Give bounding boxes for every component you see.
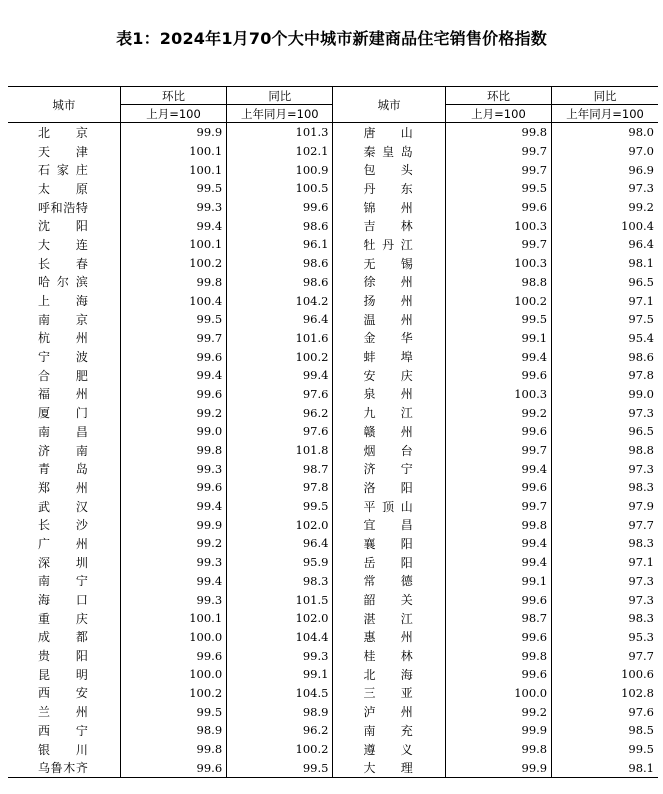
table-row bbox=[8, 310, 658, 329]
city-name: 南充 bbox=[333, 721, 445, 740]
yoy-value: 95.9 bbox=[227, 553, 333, 572]
mom-value: 99.8 bbox=[120, 273, 226, 292]
table-row bbox=[8, 422, 658, 441]
table-row bbox=[8, 721, 658, 740]
yoy-value: 97.6 bbox=[227, 422, 333, 441]
mom-value: 99.7 bbox=[445, 235, 551, 254]
mom-value: 99.5 bbox=[445, 310, 551, 329]
city-name: 泸州 bbox=[333, 702, 445, 721]
city-name: 重庆 bbox=[38, 611, 88, 626]
yoy-header-left: 同比 bbox=[227, 87, 333, 105]
city-name: 徐州 bbox=[333, 273, 445, 292]
yoy-value: 104.4 bbox=[227, 628, 333, 647]
city-name: 韶关 bbox=[333, 590, 445, 609]
mom-value: 99.4 bbox=[120, 497, 226, 516]
table-row bbox=[8, 403, 658, 422]
city-name: 昆明 bbox=[38, 667, 88, 682]
table-row bbox=[8, 515, 658, 534]
mom-value: 99.4 bbox=[120, 216, 226, 235]
city-name: 吉林 bbox=[333, 216, 445, 235]
mom-value: 99.7 bbox=[445, 160, 551, 179]
yoy-value: 104.2 bbox=[227, 291, 333, 310]
mom-value: 98.8 bbox=[445, 273, 551, 292]
city-name: 丹东 bbox=[333, 179, 445, 198]
city-name: 大理 bbox=[333, 758, 445, 777]
yoy-value: 98.3 bbox=[552, 609, 658, 628]
yoy-value: 97.6 bbox=[227, 385, 333, 404]
city-name: 石家庄 bbox=[38, 163, 88, 178]
city-name: 深圳 bbox=[38, 555, 88, 570]
yoy-value: 98.9 bbox=[227, 702, 333, 721]
table-row bbox=[8, 273, 658, 292]
mom-value: 99.8 bbox=[445, 740, 551, 759]
table-row bbox=[8, 609, 658, 628]
mom-value: 99.2 bbox=[445, 403, 551, 422]
yoy-value: 97.0 bbox=[552, 142, 658, 161]
mom-value: 99.8 bbox=[445, 123, 551, 142]
city-name: 银川 bbox=[38, 742, 88, 757]
yoy-value: 101.5 bbox=[227, 590, 333, 609]
yoy-value: 98.6 bbox=[227, 254, 333, 273]
yoy-value: 97.8 bbox=[227, 478, 333, 497]
yoy-value: 97.3 bbox=[552, 590, 658, 609]
yoy-value: 99.6 bbox=[227, 198, 333, 217]
table-row bbox=[8, 441, 658, 460]
yoy-value: 97.7 bbox=[552, 646, 658, 665]
city-name: 天津 bbox=[38, 144, 88, 159]
yoy-value: 100.4 bbox=[552, 216, 658, 235]
mom-value: 99.4 bbox=[120, 572, 226, 591]
city-name: 南宁 bbox=[38, 574, 88, 589]
city-name: 长沙 bbox=[38, 518, 88, 533]
city-header-right: 城市 bbox=[333, 87, 445, 123]
table-row bbox=[8, 235, 658, 254]
table-row bbox=[8, 459, 658, 478]
mom-value: 99.4 bbox=[445, 347, 551, 366]
mom-value: 100.3 bbox=[445, 385, 551, 404]
yoy-value: 99.1 bbox=[227, 665, 333, 684]
mom-value: 99.6 bbox=[120, 385, 226, 404]
mom-value: 98.7 bbox=[445, 609, 551, 628]
mom-value: 99.5 bbox=[120, 310, 226, 329]
table-row bbox=[8, 572, 658, 591]
city-name: 温州 bbox=[333, 310, 445, 329]
table-row bbox=[8, 534, 658, 553]
city-name: 上海 bbox=[38, 294, 88, 309]
mom-value: 99.6 bbox=[120, 646, 226, 665]
yoy-value: 100.6 bbox=[552, 665, 658, 684]
mom-value: 99.6 bbox=[445, 590, 551, 609]
mom-value: 99.6 bbox=[120, 478, 226, 497]
mom-value: 99.5 bbox=[120, 179, 226, 198]
yoy-value: 97.6 bbox=[552, 702, 658, 721]
city-name: 长春 bbox=[38, 256, 88, 271]
mom-value: 99.6 bbox=[445, 665, 551, 684]
mom-value: 100.1 bbox=[120, 609, 226, 628]
table-title: 表1：2024年1月70个大中城市新建商品住宅销售价格指数 bbox=[116, 29, 547, 48]
mom-value: 100.2 bbox=[445, 291, 551, 310]
city-name: 武汉 bbox=[38, 499, 88, 514]
mom-value: 100.4 bbox=[120, 291, 226, 310]
mom-value: 99.2 bbox=[445, 702, 551, 721]
yoy-value: 96.5 bbox=[552, 422, 658, 441]
mom-value: 99.4 bbox=[445, 553, 551, 572]
mom-value: 99.7 bbox=[445, 497, 551, 516]
table-row bbox=[8, 553, 658, 572]
table-row bbox=[8, 590, 658, 609]
table-row bbox=[8, 366, 658, 385]
mom-value: 99.2 bbox=[120, 403, 226, 422]
yoy-value: 98.6 bbox=[227, 273, 333, 292]
mom-value: 99.6 bbox=[445, 422, 551, 441]
city-name: 北海 bbox=[333, 665, 445, 684]
yoy-value: 97.3 bbox=[552, 179, 658, 198]
yoy-value: 97.1 bbox=[552, 553, 658, 572]
table-row bbox=[8, 646, 658, 665]
mom-value: 99.0 bbox=[120, 422, 226, 441]
mom-value: 99.8 bbox=[120, 441, 226, 460]
mom-header-right: 环比 bbox=[445, 87, 551, 105]
city-name: 唐山 bbox=[333, 123, 445, 142]
mom-value: 99.4 bbox=[445, 459, 551, 478]
yoy-value: 98.6 bbox=[552, 347, 658, 366]
city-name: 九江 bbox=[333, 403, 445, 422]
table-row bbox=[8, 665, 658, 684]
yoy-value: 99.2 bbox=[552, 198, 658, 217]
mom-value: 99.7 bbox=[120, 329, 226, 348]
city-name: 哈尔滨 bbox=[38, 275, 88, 290]
yoy-value: 99.3 bbox=[227, 646, 333, 665]
mom-value: 99.4 bbox=[120, 366, 226, 385]
mom-value: 99.3 bbox=[120, 198, 226, 217]
mom-value: 99.8 bbox=[445, 515, 551, 534]
table-row bbox=[8, 740, 658, 759]
city-name: 广州 bbox=[38, 536, 88, 551]
mom-base-left: 上月=100 bbox=[120, 105, 226, 123]
city-name: 湛江 bbox=[333, 609, 445, 628]
yoy-value: 100.2 bbox=[227, 347, 333, 366]
yoy-value: 99.5 bbox=[552, 740, 658, 759]
city-name: 岳阳 bbox=[333, 553, 445, 572]
yoy-value: 102.0 bbox=[227, 515, 333, 534]
table-row bbox=[8, 291, 658, 310]
mom-base-right: 上月=100 bbox=[445, 105, 551, 123]
city-name: 惠州 bbox=[333, 628, 445, 647]
city-name: 宜昌 bbox=[333, 515, 445, 534]
yoy-base-right: 上年同月=100 bbox=[552, 105, 658, 123]
table-body bbox=[8, 123, 658, 778]
city-name: 南京 bbox=[38, 312, 88, 327]
table-row bbox=[8, 758, 658, 777]
mom-value: 99.5 bbox=[445, 179, 551, 198]
city-name: 烟台 bbox=[333, 441, 445, 460]
mom-value: 99.3 bbox=[120, 590, 226, 609]
city-name: 遵义 bbox=[333, 740, 445, 759]
yoy-value: 97.1 bbox=[552, 291, 658, 310]
yoy-value: 101.6 bbox=[227, 329, 333, 348]
city-name: 乌鲁木齐 bbox=[8, 758, 120, 777]
city-name: 合肥 bbox=[38, 368, 88, 383]
table-row bbox=[8, 385, 658, 404]
city-name: 秦皇岛 bbox=[333, 142, 445, 161]
mom-value: 99.9 bbox=[445, 758, 551, 777]
mom-value: 99.2 bbox=[120, 534, 226, 553]
city-name: 大连 bbox=[38, 237, 88, 252]
mom-value: 98.9 bbox=[120, 721, 226, 740]
city-name: 泉州 bbox=[333, 385, 445, 404]
city-name: 南昌 bbox=[38, 424, 88, 439]
city-name: 锦州 bbox=[333, 198, 445, 217]
yoy-value: 102.1 bbox=[227, 142, 333, 161]
mom-value: 100.0 bbox=[445, 684, 551, 703]
yoy-value: 97.3 bbox=[552, 459, 658, 478]
yoy-value: 97.5 bbox=[552, 310, 658, 329]
mom-value: 99.6 bbox=[445, 628, 551, 647]
mom-value: 99.9 bbox=[120, 123, 226, 142]
yoy-value: 96.4 bbox=[227, 534, 333, 553]
table-row bbox=[8, 684, 658, 703]
yoy-value: 100.2 bbox=[227, 740, 333, 759]
yoy-value: 98.7 bbox=[227, 459, 333, 478]
table-row bbox=[8, 160, 658, 179]
yoy-value: 100.5 bbox=[227, 179, 333, 198]
city-name: 宁波 bbox=[38, 350, 88, 365]
city-name: 牡丹江 bbox=[333, 235, 445, 254]
city-name: 无锡 bbox=[333, 254, 445, 273]
yoy-value: 96.9 bbox=[552, 160, 658, 179]
yoy-value: 104.5 bbox=[227, 684, 333, 703]
mom-value: 99.1 bbox=[445, 572, 551, 591]
city-name: 福州 bbox=[38, 387, 88, 402]
mom-value: 100.3 bbox=[445, 254, 551, 273]
city-name: 赣州 bbox=[333, 422, 445, 441]
city-name: 沈阳 bbox=[38, 219, 88, 234]
yoy-value: 98.6 bbox=[227, 216, 333, 235]
city-name: 北京 bbox=[38, 125, 88, 140]
yoy-value: 100.9 bbox=[227, 160, 333, 179]
yoy-value: 96.5 bbox=[552, 273, 658, 292]
yoy-value: 98.1 bbox=[552, 758, 658, 777]
yoy-value: 96.2 bbox=[227, 721, 333, 740]
yoy-value: 98.0 bbox=[552, 123, 658, 142]
city-name: 桂林 bbox=[333, 646, 445, 665]
mom-value: 99.6 bbox=[445, 478, 551, 497]
yoy-value: 98.3 bbox=[552, 534, 658, 553]
table-row bbox=[8, 329, 658, 348]
city-name: 西安 bbox=[38, 686, 88, 701]
yoy-value: 102.8 bbox=[552, 684, 658, 703]
city-name: 平顶山 bbox=[333, 497, 445, 516]
city-name: 金华 bbox=[333, 329, 445, 348]
yoy-value: 96.4 bbox=[227, 310, 333, 329]
city-name: 海口 bbox=[38, 593, 88, 608]
yoy-value: 98.3 bbox=[552, 478, 658, 497]
table-row bbox=[8, 628, 658, 647]
table-row bbox=[8, 123, 658, 142]
mom-value: 100.2 bbox=[120, 254, 226, 273]
mom-value: 99.5 bbox=[120, 702, 226, 721]
city-name: 太原 bbox=[38, 181, 88, 196]
yoy-value: 96.4 bbox=[552, 235, 658, 254]
yoy-value: 99.5 bbox=[227, 497, 333, 516]
mom-value: 99.8 bbox=[120, 740, 226, 759]
mom-value: 100.3 bbox=[445, 216, 551, 235]
city-name: 厦门 bbox=[38, 406, 88, 421]
city-name: 呼和浩特 bbox=[38, 200, 88, 215]
city-name: 成都 bbox=[38, 630, 88, 645]
city-name: 郑州 bbox=[38, 480, 88, 495]
mom-value: 99.6 bbox=[445, 198, 551, 217]
city-name: 包头 bbox=[333, 160, 445, 179]
table-row bbox=[8, 179, 658, 198]
city-name: 杭州 bbox=[38, 331, 88, 346]
yoy-value: 99.5 bbox=[227, 758, 333, 777]
yoy-value: 95.4 bbox=[552, 329, 658, 348]
mom-value: 99.9 bbox=[120, 515, 226, 534]
city-name: 安庆 bbox=[333, 366, 445, 385]
yoy-value: 98.1 bbox=[552, 254, 658, 273]
yoy-value: 97.9 bbox=[552, 497, 658, 516]
city-name: 贵阳 bbox=[38, 649, 88, 664]
table-row bbox=[8, 216, 658, 235]
table-row bbox=[8, 142, 658, 161]
yoy-value: 98.5 bbox=[552, 721, 658, 740]
yoy-value: 95.3 bbox=[552, 628, 658, 647]
mom-value: 99.7 bbox=[445, 441, 551, 460]
mom-value: 99.3 bbox=[120, 459, 226, 478]
price-index-table bbox=[8, 86, 658, 778]
city-header-left: 城市 bbox=[8, 87, 120, 123]
mom-value: 100.0 bbox=[120, 628, 226, 647]
city-name: 青岛 bbox=[38, 462, 88, 477]
table-row bbox=[8, 702, 658, 721]
yoy-value: 96.2 bbox=[227, 403, 333, 422]
yoy-value: 101.3 bbox=[227, 123, 333, 142]
mom-value: 99.6 bbox=[445, 366, 551, 385]
city-name: 襄阳 bbox=[333, 534, 445, 553]
mom-value: 99.1 bbox=[445, 329, 551, 348]
mom-value: 100.1 bbox=[120, 160, 226, 179]
yoy-value: 99.4 bbox=[227, 366, 333, 385]
yoy-header-right: 同比 bbox=[552, 87, 658, 105]
yoy-value: 99.0 bbox=[552, 385, 658, 404]
mom-value: 99.6 bbox=[120, 758, 226, 777]
yoy-value: 97.3 bbox=[552, 572, 658, 591]
table-row bbox=[8, 347, 658, 366]
city-name: 三亚 bbox=[333, 684, 445, 703]
table-row bbox=[8, 497, 658, 516]
mom-value: 99.9 bbox=[445, 721, 551, 740]
city-name: 西宁 bbox=[38, 723, 88, 738]
city-name: 济南 bbox=[38, 443, 88, 458]
table-row bbox=[8, 254, 658, 273]
mom-value: 100.2 bbox=[120, 684, 226, 703]
yoy-value: 102.0 bbox=[227, 609, 333, 628]
city-name: 兰州 bbox=[38, 705, 88, 720]
yoy-value: 97.7 bbox=[552, 515, 658, 534]
yoy-value: 98.8 bbox=[552, 441, 658, 460]
mom-value: 100.1 bbox=[120, 142, 226, 161]
city-name: 蚌埠 bbox=[333, 347, 445, 366]
yoy-value: 97.8 bbox=[552, 366, 658, 385]
mom-value: 99.4 bbox=[445, 534, 551, 553]
mom-value: 99.3 bbox=[120, 553, 226, 572]
mom-value: 99.7 bbox=[445, 142, 551, 161]
yoy-value: 96.1 bbox=[227, 235, 333, 254]
yoy-value: 97.3 bbox=[552, 403, 658, 422]
city-name: 济宁 bbox=[333, 459, 445, 478]
mom-value: 99.8 bbox=[445, 646, 551, 665]
mom-value: 99.6 bbox=[120, 347, 226, 366]
yoy-value: 98.3 bbox=[227, 572, 333, 591]
mom-value: 100.0 bbox=[120, 665, 226, 684]
table-row bbox=[8, 478, 658, 497]
city-name: 洛阳 bbox=[333, 478, 445, 497]
mom-header-left: 环比 bbox=[120, 87, 226, 105]
mom-value: 100.1 bbox=[120, 235, 226, 254]
yoy-base-left: 上年同月=100 bbox=[227, 105, 333, 123]
yoy-value: 101.8 bbox=[227, 441, 333, 460]
table-row bbox=[8, 198, 658, 217]
city-name: 常德 bbox=[333, 572, 445, 591]
city-name: 扬州 bbox=[333, 291, 445, 310]
